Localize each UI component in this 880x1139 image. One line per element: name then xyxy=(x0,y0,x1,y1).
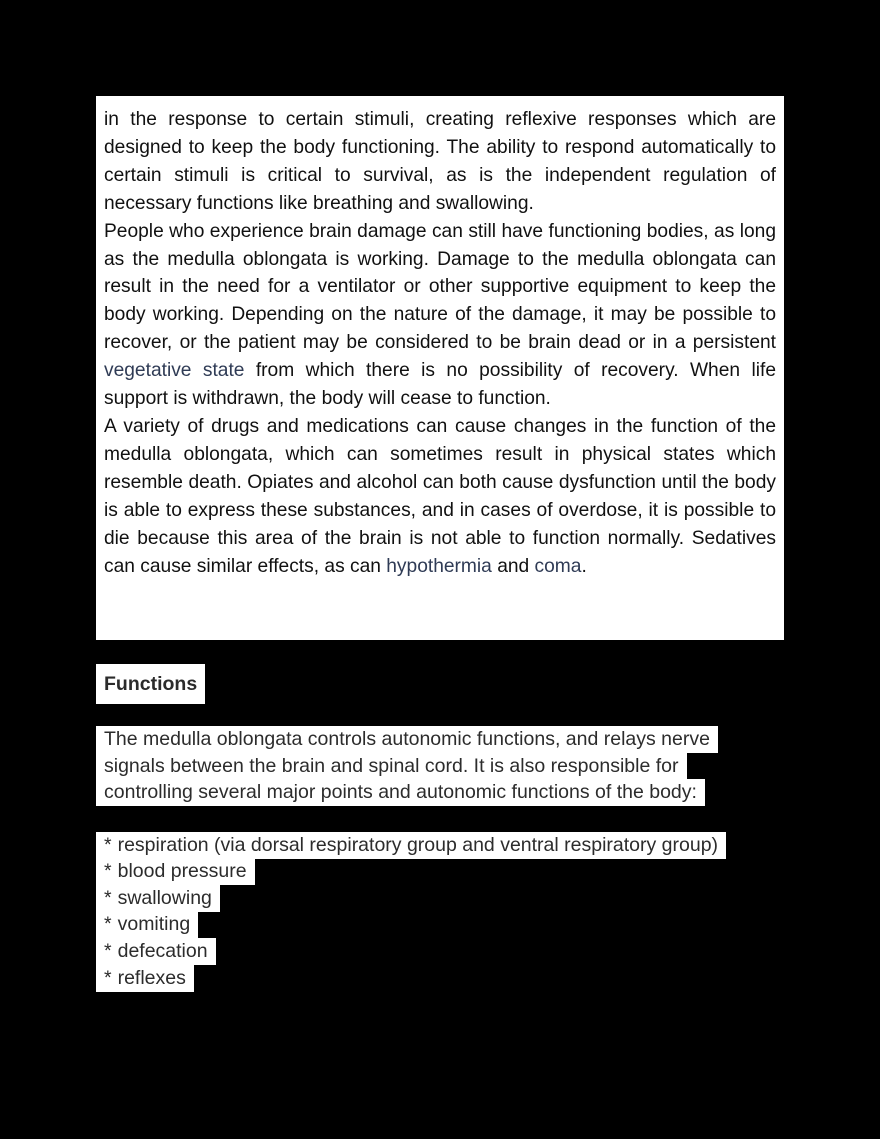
intro-line: signals between the brain and spinal cord. It is also responsible for xyxy=(96,753,687,780)
list-item xyxy=(96,832,726,859)
bullet-marker: * xyxy=(104,913,112,935)
article-text-block xyxy=(96,96,784,640)
paragraph-brain-damage xyxy=(104,218,776,413)
list-item xyxy=(96,885,220,912)
paragraph-reflexes: in the response to certain stimuli, creating reflexive responses which are designed to keep the body functioning. The ability to respond automatically to certain stimuli is critical to survival, as is the independent regulation of necessary functions like breathing and swallowing. xyxy=(104,109,776,214)
link-hypothermia[interactable]: hypothermia xyxy=(386,555,492,577)
link-vegetative-state[interactable]: vegetative state xyxy=(104,360,245,382)
paragraph-text: People who experience brain damage can still have functioning bodies, as long as the medulla oblongata is working. Damage to the medulla oblongata can result in the need for a ventilator or other supportive equipment to keep the body working. Depending on the nature of the damage, it may be possible to recover, or the patient may be considered to be brain dead or in a persistent xyxy=(104,220,776,354)
paragraph-text: A variety of drugs and medications can cause changes in the function of the medulla oblongata, which can sometimes result in physical states which resemble death. Opiates and alcohol can both cause dysfunction until the body is able to express these substances, and in cases of overdose, it is possible to die because this area of the brain is not able to function normally. Sedatives can cause similar effects, as can xyxy=(104,415,776,577)
bullet-marker: * xyxy=(104,860,112,882)
functions-heading-box xyxy=(96,664,205,704)
link-coma[interactable]: coma xyxy=(534,555,582,577)
paragraph-text: and xyxy=(491,555,535,577)
list-item-text: swallowing xyxy=(117,887,212,909)
bullet-marker: * xyxy=(104,834,112,856)
paragraph-drugs xyxy=(104,413,776,580)
list-item-text: reflexes xyxy=(117,967,186,989)
list-item-text: defecation xyxy=(117,940,208,962)
paragraph-text: . xyxy=(581,555,587,577)
list-item-text: respiration (via dorsal respiratory group and ventral respiratory group) xyxy=(117,834,719,856)
section-heading-functions: Functions xyxy=(104,672,198,695)
intro-line: The medulla oblongata controls autonomic functions, and relays nerve xyxy=(96,726,718,753)
bullet-marker: * xyxy=(104,967,112,989)
list-item xyxy=(96,911,198,938)
list-item xyxy=(96,965,194,992)
list-item-text: blood pressure xyxy=(117,860,247,882)
intro-line: controlling several major points and autonomic functions of the body: xyxy=(96,779,705,806)
bullet-marker: * xyxy=(104,940,112,962)
bullet-marker: * xyxy=(104,887,112,909)
list-item xyxy=(96,858,255,885)
list-item xyxy=(96,938,216,965)
list-item-text: vomiting xyxy=(117,913,191,935)
paragraph-text: from which there is no possibility of recovery. When life support is withdrawn, the body will cease to function. xyxy=(104,360,776,410)
